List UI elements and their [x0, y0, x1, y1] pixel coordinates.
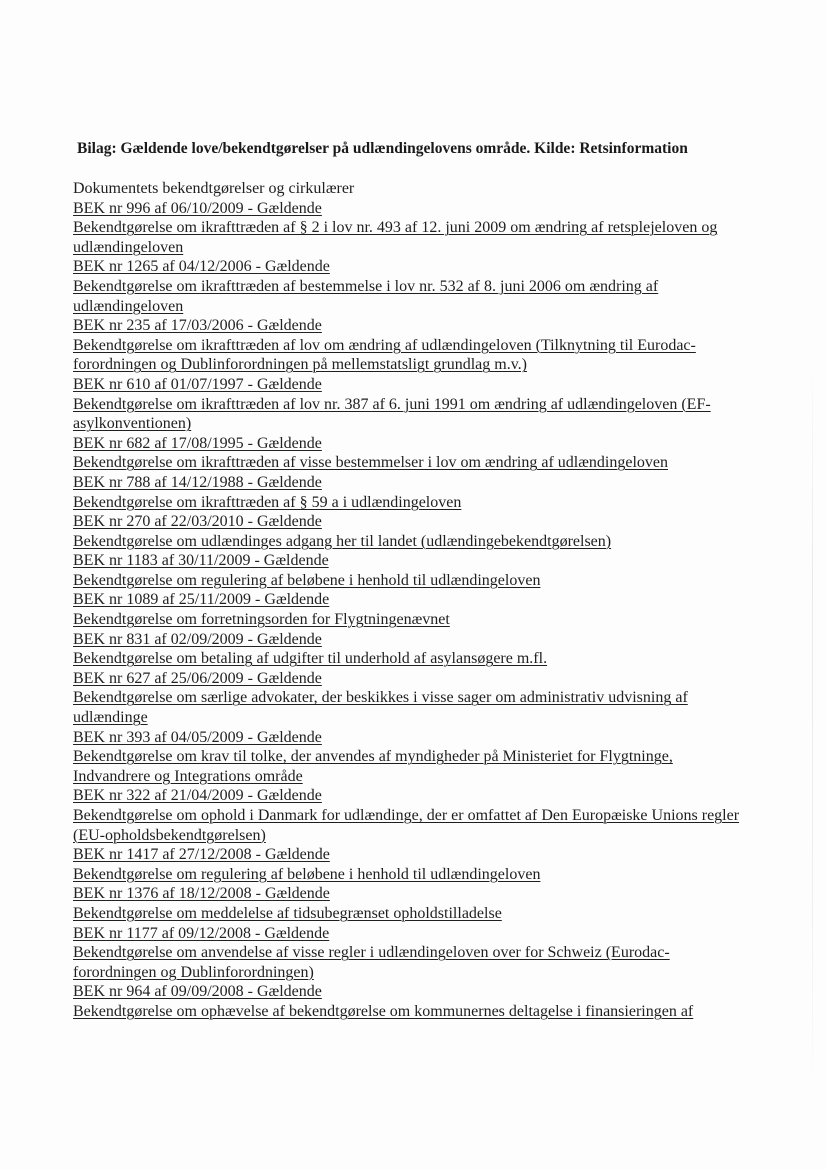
entry-title-link[interactable]: Bekendtgørelse om ophævelse af bekendtgørelse om kommunernes deltagelse i finansieringen af	[73, 1002, 694, 1020]
entry-reference-link[interactable]: BEK nr 322 af 21/04/2009 - Gældende	[73, 787, 322, 805]
scan-edge-line	[812, 330, 813, 1130]
entry-reference-link[interactable]: BEK nr 627 af 25/06/2009 - Gældende	[73, 669, 322, 687]
entry-title-link[interactable]: Bekendtgørelse om ikrafttræden af § 2 i lov nr. 493 af 12. juni 2009 om ændring af retsplejeloven og udlændingeloven	[73, 219, 718, 256]
list-item	[73, 786, 743, 845]
entry-title-link[interactable]: Bekendtgørelse om særlige advokater, der beskikkes i visse sager om administrativ udvisning af udlændinge	[73, 689, 688, 727]
list-item	[73, 316, 743, 375]
entry-reference-link[interactable]: BEK nr 996 af 06/10/2009 - Gældende	[73, 199, 322, 217]
list-item	[73, 551, 743, 590]
entry-reference-link[interactable]: BEK nr 964 af 09/09/2008 - Gældende	[73, 983, 322, 1001]
entry-title-link[interactable]: Bekendtgørelse om meddelelse af tidsubegrænset opholdstilladelse	[73, 904, 502, 922]
list-item	[73, 630, 743, 669]
entry-reference-link[interactable]: BEK nr 788 af 14/12/1988 - Gældende	[73, 473, 322, 491]
entry-reference-link[interactable]: BEK nr 235 af 17/03/2006 - Gældende	[73, 317, 322, 335]
entry-reference-link[interactable]: BEK nr 610 af 01/07/1997 - Gældende	[73, 375, 322, 393]
entry-reference-link[interactable]: BEK nr 1265 af 04/12/2006 - Gældende	[73, 258, 330, 276]
list-item	[73, 728, 743, 787]
entry-title-link[interactable]: Bekendtgørelse om ikrafttræden af lov om ændring af udlændingeloven (Tilknytning til Eurodac-forordningen og Dublinforordningen på mellemstatsligt grundlag m.v.)	[73, 336, 696, 374]
entry-reference-link[interactable]: BEK nr 270 af 22/03/2010 - Gældende	[73, 513, 322, 531]
entry-title-link[interactable]: Bekendtgørelse om krav til tolke, der anvendes af myndigheder på Ministeriet for Flygtninge, Indvandrere og Integrations område	[73, 748, 673, 785]
entry-reference-link[interactable]: BEK nr 1417 af 27/12/2008 - Gældende	[73, 846, 330, 864]
entry-title-link[interactable]: Bekendtgørelse om betaling af udgifter til underhold af asylansøgere m.fl.	[73, 650, 548, 668]
list-item	[73, 257, 743, 316]
entry-reference-link[interactable]: BEK nr 831 af 02/09/2009 - Gældende	[73, 630, 322, 648]
entry-reference-link[interactable]: BEK nr 393 af 04/05/2009 - Gældende	[73, 728, 322, 746]
list-item	[73, 982, 743, 1021]
list-item	[73, 845, 743, 884]
list-item	[73, 884, 743, 923]
entry-title-link[interactable]: Bekendtgørelse om ophold i Danmark for udlændinge, der er omfattet af Den Europæiske Unions regler (EU-opholdsbekendtgørelsen)	[73, 807, 740, 844]
list-item	[73, 669, 743, 728]
entry-title-link[interactable]: Bekendtgørelse om ikrafttræden af bestemmelse i lov nr. 532 af 8. juni 2006 om ændring af udlændingeloven	[73, 277, 659, 315]
entry-title-link[interactable]: Bekendtgørelse om regulering af beløbene i henhold til udlændingeloven	[73, 571, 541, 589]
list-item	[73, 512, 743, 551]
entry-reference-link[interactable]: BEK nr 1177 af 09/12/2008 - Gældende	[73, 924, 330, 942]
list-item	[73, 375, 743, 434]
entry-title-link[interactable]: Bekendtgørelse om ikrafttræden af lov nr. 387 af 6. juni 1991 om ændring af udlændingeloven (EF-asylkonventionen)	[73, 395, 711, 433]
list-item	[73, 590, 743, 629]
list-item	[73, 924, 743, 983]
page-heading: Bilag: Gældende love/bekendtgørelser på udlændingelovens område. Kilde: Retsinformation	[77, 140, 688, 157]
entry-title-link[interactable]: Bekendtgørelse om anvendelse af visse regler i udlændingeloven over for Schweiz (Eurodac-forordningen og Dublinforordningen)	[73, 944, 670, 981]
entry-reference-link[interactable]: BEK nr 1376 af 18/12/2008 - Gældende	[73, 885, 330, 903]
entry-title-link[interactable]: Bekendtgørelse om ikrafttræden af § 59 a i udlændingeloven	[73, 493, 462, 511]
list-item	[73, 434, 743, 473]
list-intro: Dokumentets bekendtgørelser og cirkulærer	[73, 180, 355, 197]
list-item	[73, 473, 743, 512]
entry-reference-link[interactable]: BEK nr 682 af 17/08/1995 - Gældende	[73, 434, 322, 452]
entry-title-link[interactable]: Bekendtgørelse om ikrafttræden af visse bestemmelser i lov om ændring af udlændingeloven	[73, 454, 668, 472]
entry-title-link[interactable]: Bekendtgørelse om forretningsorden for Flygtningenævnet	[73, 611, 450, 629]
entry-reference-link[interactable]: BEK nr 1089 af 25/11/2009 - Gældende	[73, 591, 330, 609]
document-list	[73, 179, 743, 1022]
entry-title-link[interactable]: Bekendtgørelse om udlændinges adgang her til landet (udlændingebekendtgørelsen)	[73, 532, 612, 550]
list-item	[73, 199, 743, 258]
entry-reference-link[interactable]: BEK nr 1183 af 30/11/2009 - Gældende	[73, 552, 329, 570]
entry-title-link[interactable]: Bekendtgørelse om regulering af beløbene i henhold til udlændingeloven	[73, 865, 541, 883]
